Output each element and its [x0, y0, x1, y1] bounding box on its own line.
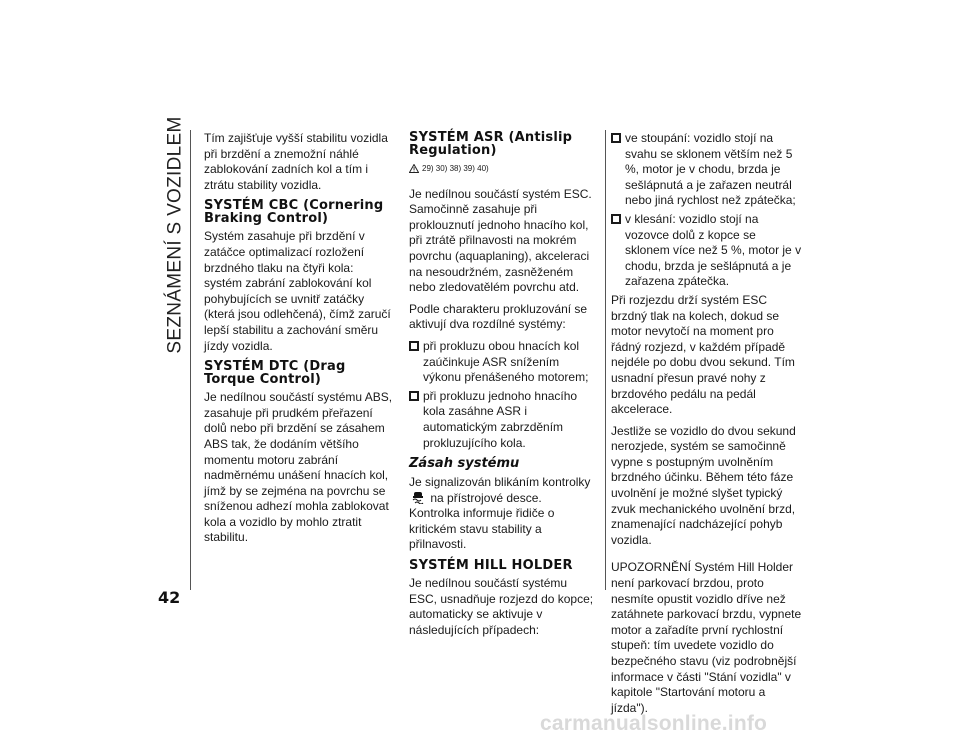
side-divider [190, 130, 191, 590]
paragraph-warning: UPOZORNĚNÍ Systém Hill Holder není parkovací brzdou, proto nesmíte opustit vozidlo dříve než zatáhnete parkovací brzdu, vypnete motor a zařadíte první rychlostní stupeň: tím uvedete vozidlo do bezpečného stavu (viz podrobnější informace v části "Stání vozidla" v kapitole "Startování motoru a jízda"). [611, 560, 802, 715]
heading-cbc: SYSTÉM CBC (Cornering Braking Control) [204, 198, 384, 227]
warning-triangle-icon [409, 164, 419, 173]
paragraph-asr-2: Podle charakteru prokluzování se aktivují dva rozdílné systémy: [409, 301, 588, 332]
column-2 [409, 131, 594, 644]
list-item [409, 339, 594, 386]
chapter-side-title [158, 116, 194, 354]
zasah-text-b: na přístrojové desce. Kontrolka informuje řidiče o kritickém stavu stability a přilnavosti. [409, 490, 555, 552]
list-item-text: při prokluzu jednoho hnacího kola zasáhne ASR i automatickým zabrzděním prokluzujícího kola. [423, 388, 578, 450]
paragraph-cbc: Systém zasahuje při brzdění v zatáčce optimalizací rozložení brzdného tlaku na čtyři kola: systém zabrání zablokování kol pohybujících se uvnitř zatáčky (která jsou odlehčená), čímž zaručí lepší stabilitu a zachování směru jízdy vozidla. [204, 229, 391, 353]
page-number: 42 [158, 588, 181, 607]
reference-numbers: 29) 30) 38) 39) 40) [422, 164, 489, 173]
chapter-title-text: SEZNÁMENÍ S VOZIDLEM [165, 116, 187, 354]
zasah-text-a: Je signalizován blikáním kontrolky [409, 475, 591, 490]
heading-asr: SYSTÉM ASR (Antislip Regulation) [409, 130, 573, 158]
heading-hill-holder: SYSTÉM HILL HOLDER [409, 558, 573, 574]
paragraph-hold: Při rozjezdu drží systém ESC brzdný tlak na kolech, dokud se motor nevytočí na moment pro řádný rozjezd, v každém případě nejdéle po dobu dvou sekund. Tím usnadní přesun pravé nohy z brzdového pedálu na pedál akcelerace. [611, 292, 795, 417]
column-1 [204, 131, 394, 552]
heading-zasah: Zásah systému [409, 456, 520, 472]
list-item-text: při prokluzu obou hnacích kol zaúčinkuje ASR snížením výkonu přenášeného motorem; [423, 338, 589, 385]
list-item [611, 131, 803, 209]
paragraph-intro: Tím zajišťuje vyšší stabilitu vozidla při brzdění a znemožní náhlé zablokování zadních kol a tím i ztrátu stability vozidla. [204, 131, 388, 192]
heading-dtc: SYSTÉM DTC (Drag Torque Control) [204, 359, 346, 388]
checkbox-bullet-icon [611, 133, 621, 143]
watermark: carmanualsonline.info [540, 712, 768, 735]
warning-references [409, 161, 594, 177]
list-item-text: v klesání: vozidlo stojí na vozovce dolů z kopce se sklonem více než 5 %, motor je v chodu, brzda je sešlápnutá a je zařazena zpátečka. [625, 211, 802, 289]
column-3 [611, 131, 803, 722]
list-item [611, 212, 803, 290]
checkbox-bullet-icon [409, 391, 419, 401]
column-divider [605, 130, 606, 590]
list-item-text: ve stoupání: vozidlo stojí na svahu se sklonem větším než 5 %, motor je v chodu, brzda je sešlápnutá a je zařazen neutrál nebo jiná rychlost než zpátečka; [625, 131, 796, 208]
checkbox-bullet-icon [611, 214, 621, 224]
paragraph-release: Jestliže se vozidlo do dvou sekund nerozjede, systém se samočinně vypne s postupným uvolněním brzdného účinku. Během této fáze uvolnění je možné slyšet typický zvuk mechanického uvolnění brzd, znamenající nadcházející pohyb vozidla. [611, 423, 796, 547]
paragraph-asr-1: Je nedílnou součástí systém ESC. Samočinně zasahuje při proklouznutí jednoho hnacího kol, při ztrátě přilnavosti na mokrém povrchu (aquaplaning), akceleraci na nesoudržném, zasněženém nebo zledovatělém povrchu atd. [409, 186, 592, 295]
paragraph-zasah [409, 475, 594, 553]
paragraph-hill-holder: Je nedílnou součástí systému ESC, usnadňuje rozjezd do kopce; automaticky se aktivuje v následujících případech: [409, 576, 594, 637]
checkbox-bullet-icon [409, 341, 419, 351]
skid-warning-lamp-icon [411, 491, 425, 504]
paragraph-dtc: Je nedílnou součástí systému ABS, zasahuje při prudkém přeřazení dolů nebo při brzdění se zásahem ABS tak, že dodáním většího momentu motoru zabrání nadměrnému unášení hnacích kol, jímž by se zejména na povrchu se sníženou adhezí mohla zablokovat kola a vozidlo by mohlo ztratit stabilitu. [204, 390, 393, 545]
list-item [409, 389, 594, 451]
